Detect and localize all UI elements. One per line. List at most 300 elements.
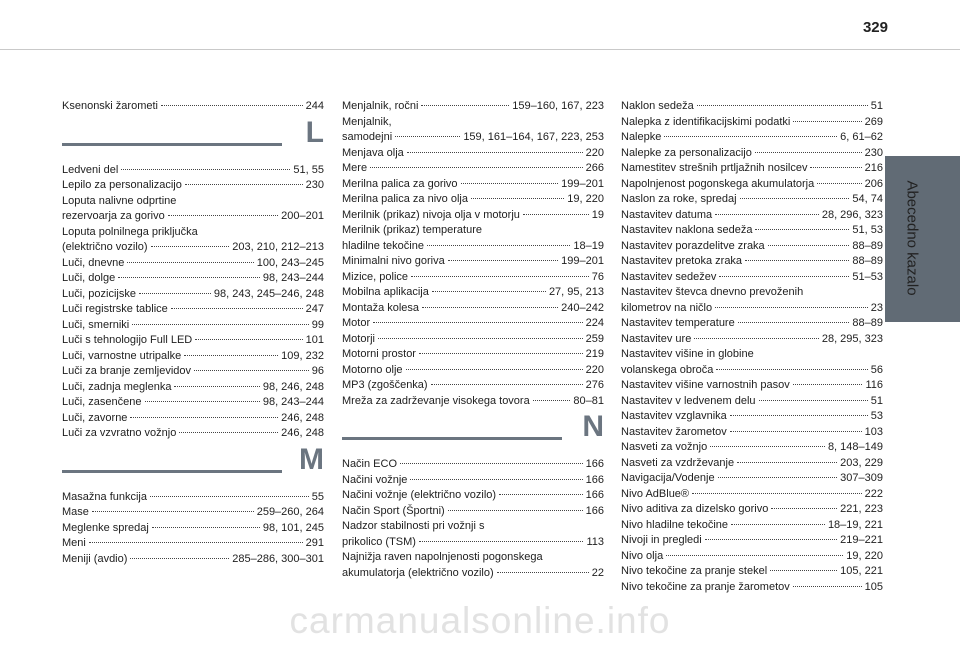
index-entry [62, 302, 324, 318]
index-entry-pages: 54, 74 [852, 193, 883, 205]
index-entry-term: Nastavitev vzglavnika [621, 410, 727, 422]
index-entry [62, 349, 324, 365]
index-entry-pages: 19, 220 [846, 549, 883, 562]
index-entry-term: Minimalni nivo goriva [342, 255, 445, 267]
index-entry [621, 332, 883, 348]
index-entry-pages: 98, 243–244 [262, 396, 324, 408]
index-entry-pages: 19, 220 [567, 193, 604, 205]
index-entry [621, 440, 883, 456]
index-entry-term: Mobilna aplikacija [342, 286, 429, 298]
dot-leader [499, 494, 583, 495]
dot-leader [461, 183, 559, 184]
index-entry-term: Luči, dnevne [62, 256, 125, 269]
index-entry-pages: 98, 243–244 [262, 272, 324, 284]
index-entry [342, 535, 604, 551]
dot-leader [421, 105, 509, 106]
index-entry-pages: 105, 221 [840, 565, 883, 577]
index-entry-pages: 19 [591, 208, 604, 221]
index-entry-pages: 27, 95, 213 [548, 286, 604, 298]
dot-leader [127, 262, 253, 263]
dot-leader [759, 400, 868, 401]
index-entry-term: Nastavitev ure [621, 332, 692, 345]
index-entry [342, 347, 604, 363]
index-entry [621, 146, 883, 162]
index-entry-term: Nastavitev naklona sedeža [621, 224, 753, 236]
dot-leader [406, 369, 583, 370]
letter-heading-letter: M [299, 442, 324, 476]
dot-leader [497, 572, 589, 573]
index-entry-term: Lepilo za personalizacijo [62, 179, 182, 191]
dot-leader [810, 167, 861, 168]
index-entry [621, 394, 883, 410]
dot-leader [161, 105, 303, 106]
index-entry [621, 409, 883, 425]
index-entry-pages: 55 [311, 490, 324, 503]
index-entry-term: Luči s tehnologijo Full LED [62, 334, 193, 346]
index-entry-text: Menjalnik, [342, 115, 392, 128]
index-entry-term: Nastavitev porazdelitve zraka [621, 239, 765, 252]
dot-leader [395, 136, 460, 137]
index-entry-pages: 166 [585, 504, 604, 517]
index-entry-pages: 98, 246, 248 [262, 380, 324, 393]
index-entry-term: Nivo olja [621, 549, 664, 562]
dot-leader [195, 339, 302, 340]
index-entry-pages: 51, 55 [293, 163, 324, 176]
index-entry-pages: 8, 148–149 [827, 441, 883, 453]
index-entry-term: Nalepka z identifikacijskimi podatki [621, 115, 791, 128]
index-entry [621, 378, 883, 394]
index-entry [342, 99, 604, 115]
index-entry-term: Nivoji in pregledi [621, 534, 702, 546]
index-entry [621, 301, 883, 317]
index-entry-term: Masažna funkcija [62, 490, 147, 503]
dot-leader [718, 477, 838, 478]
dot-leader [171, 308, 303, 309]
index-entry-term: Luči, varnostne utripalke [62, 349, 182, 362]
index-entry-pages: 99 [311, 318, 324, 331]
index-entry-pages: 159, 161–164, 167, 223, 253 [463, 131, 604, 143]
dot-leader [378, 338, 583, 339]
dot-leader [422, 307, 558, 308]
index-entry [62, 271, 324, 287]
index-entry-text: Nastavitev števca dnevno prevoženih [621, 286, 804, 298]
dot-leader [130, 417, 278, 418]
dot-leader [448, 260, 558, 261]
index-entry-term: rezervoarja za gorivo [62, 210, 165, 222]
dot-leader [755, 229, 849, 230]
dot-leader [145, 401, 260, 402]
dot-leader [179, 432, 278, 433]
index-entry [62, 521, 324, 537]
index-entry-term: Nastavitev višine varnostnih pasov [621, 379, 790, 391]
index-entry-term: Nivo aditiva za dizelsko gorivo [621, 503, 769, 515]
dot-leader [730, 431, 862, 432]
watermark: carmanualsonline.info [289, 600, 671, 641]
index-entry-term: Montaža kolesa [342, 301, 420, 314]
index-entry-pages: 28, 295, 323 [821, 332, 883, 345]
index-entry-term: Nalepke za personalizacijo [621, 146, 752, 159]
index-entry-term: Motorno olje [342, 363, 403, 376]
index-entry-pages: 100, 243–245 [256, 256, 324, 269]
index-entry-pages: 199–201 [561, 177, 604, 190]
dot-leader [817, 183, 861, 184]
index-entry-pages: 53 [870, 410, 883, 422]
dot-leader [92, 511, 254, 512]
index-entry-term: Luči za vzvratno vožnjo [62, 427, 177, 439]
index-entry [621, 254, 883, 270]
index-entry-term: Merilnik (prikaz) nivoja olja v motorju [342, 208, 520, 221]
index-entry-pages: 166 [585, 458, 604, 470]
index-entry [62, 380, 324, 396]
index-entry-pages: 246, 248 [281, 411, 324, 424]
index-entry [62, 411, 324, 427]
index-entry [342, 146, 604, 162]
index-entry-pages: 28, 296, 323 [821, 208, 883, 221]
index-entry-pages: 216 [864, 162, 883, 174]
dot-leader [719, 276, 849, 277]
index-entry-term: Napolnjenost pogonskega akumulatorja [621, 177, 815, 190]
index-entry-pages: 18–19 [573, 239, 604, 252]
dot-leader [664, 136, 837, 137]
dot-leader [666, 555, 843, 556]
index-entry-term: Nastavitev sedežev [621, 270, 717, 283]
index-column-1 [62, 99, 324, 567]
index-entry-term: kilometrov na ničlo [621, 301, 713, 314]
dot-leader [121, 169, 290, 170]
letter-heading-rule [342, 437, 562, 440]
index-entry-term: Nalepke [621, 131, 662, 143]
dot-leader [152, 527, 260, 528]
index-entry-text: Loputa nalivne odprtine [62, 194, 177, 207]
letter-heading-letter: L [305, 115, 324, 149]
index-entry-pages: 222 [864, 487, 883, 500]
dot-leader [184, 355, 278, 356]
index-entry-term: Navigacija/Vodenje [621, 472, 715, 484]
index-entry-term: Namestitev strešnih prtljažnih nosilcev [621, 162, 808, 174]
index-entry [62, 364, 324, 380]
dot-leader [715, 214, 819, 215]
index-entry [621, 316, 883, 332]
index-entry-pages: 269 [864, 115, 883, 128]
index-entry-pages: 259–260, 264 [256, 506, 324, 518]
index-entry [621, 533, 883, 549]
dot-leader [793, 121, 861, 122]
letter-heading-m [62, 442, 324, 490]
index-entry [621, 456, 883, 472]
dot-leader [168, 215, 278, 216]
index-entry-term: Naklon sedeža [621, 100, 694, 112]
index-entry-pages: 246, 248 [281, 427, 324, 439]
index-entry-term: Mase [62, 506, 89, 518]
index-entry-pages: 18–19, 221 [827, 518, 883, 531]
index-entry [62, 256, 324, 272]
index-entry-pages: 220 [585, 146, 604, 159]
dot-leader [410, 479, 582, 480]
index-entry-term: Motorji [342, 332, 376, 345]
dot-leader [716, 369, 867, 370]
dot-leader [194, 370, 309, 371]
dot-leader [132, 324, 309, 325]
index-entry-pages: 240–242 [561, 301, 604, 314]
section-tab [885, 156, 960, 322]
index-entry-pages: 244 [305, 100, 324, 112]
index-entry [342, 332, 604, 348]
index-entry [342, 504, 604, 520]
index-entry-pages: 159–160, 167, 223 [512, 100, 604, 112]
index-entry-pages: 230 [864, 146, 883, 159]
index-entry-text: Nadzor stabilnosti pri vožnji s [342, 520, 485, 532]
letter-heading-rule [62, 470, 282, 473]
index-entry-term: hladilne tekočine [342, 239, 424, 252]
letter-heading-letter: N [582, 410, 604, 443]
index-entry [342, 130, 604, 146]
index-entry-pages: 96 [311, 365, 324, 377]
index-entry-pages: 199–201 [561, 255, 604, 267]
index-entry-pages: 221, 223 [840, 503, 883, 515]
letter-heading-n [342, 409, 604, 457]
index-entry [62, 287, 324, 303]
index-entry-pages: 224 [585, 317, 604, 329]
index-entry [342, 378, 604, 394]
index-entry [621, 564, 883, 580]
index-entry-pages: 220 [585, 363, 604, 376]
index-entry [62, 395, 324, 411]
index-entry [342, 270, 604, 286]
dot-leader [130, 558, 229, 559]
dot-leader [710, 446, 825, 447]
index-entry [342, 254, 604, 270]
index-entry-pages: 105 [864, 580, 883, 593]
index-entry [621, 115, 883, 131]
index-entry-term: Nivo tekočine za pranje žarometov [621, 580, 790, 593]
index-entry-pages: 219–221 [840, 534, 883, 546]
dot-leader [411, 276, 589, 277]
index-entry-text: Najnižja raven napolnjenosti pogonskega [342, 551, 543, 563]
dot-leader [533, 400, 571, 401]
index-entry-term: Luči, zadnja meglenka [62, 380, 172, 393]
index-entry [621, 239, 883, 255]
index-entry [62, 490, 324, 506]
index-entry [621, 192, 883, 208]
dot-leader [174, 386, 259, 387]
index-entry-pages: 219 [585, 348, 604, 360]
index-entry-term: Način Sport (Športni) [342, 504, 445, 517]
index-entry-term: Nivo tekočine za pranje stekel [621, 565, 768, 577]
dot-leader [432, 291, 546, 292]
dot-leader [373, 322, 583, 323]
index-entry-term: Načini vožnje [342, 473, 408, 486]
dot-leader [737, 462, 837, 463]
index-entry [62, 536, 324, 552]
index-entry-pages: 291 [305, 537, 324, 549]
dot-leader [448, 510, 583, 511]
index-entry-pages: 51, 53 [852, 224, 883, 236]
index-entry [621, 502, 883, 518]
letter-heading-rule [62, 143, 282, 146]
index-entry-term: Menjalnik, ročni [342, 100, 419, 112]
index-entry-pages: 88–89 [852, 317, 883, 329]
index-entry-term: Nastavitev v ledvenem delu [621, 394, 756, 407]
index-entry-term: Mere [342, 162, 368, 174]
index-entry-pages: 51–53 [852, 270, 883, 283]
index-entry [342, 177, 604, 193]
index-entry [62, 163, 324, 179]
dot-leader [150, 496, 309, 497]
dot-leader [139, 293, 211, 294]
index-entry-term: Nasveti za vožnjo [621, 441, 708, 453]
index-entry [342, 161, 604, 177]
index-entry-pages: 23 [870, 301, 883, 314]
index-entry-term: Meni [62, 537, 86, 549]
index-entry [342, 394, 604, 410]
dot-leader [730, 415, 868, 416]
page-number: 329 [862, 19, 888, 36]
index-entry [342, 363, 604, 379]
index-entry-pages: 285–286, 300–301 [232, 552, 324, 565]
index-column-3 [621, 99, 883, 595]
index-entry [342, 239, 604, 255]
index-entry [621, 487, 883, 503]
index-entry [621, 99, 883, 115]
index-entry-text: Merilnik (prikaz) temperature [342, 224, 482, 236]
index-entry-term: Merilna palica za nivo olja [342, 193, 468, 205]
index-entry-term: Meglenke spredaj [62, 521, 149, 534]
index-entry [621, 363, 883, 379]
index-entry-pages: 6, 61–62 [840, 131, 883, 143]
index-entry-term: Nivo hladilne tekočine [621, 518, 729, 531]
index-entry-pages: 116 [865, 379, 883, 391]
index-entry-pages: 103 [864, 425, 883, 438]
index-entry-pages: 166 [585, 489, 604, 501]
index-entry-pages: 76 [591, 270, 604, 283]
index-entry-term: Luči, zasenčene [62, 396, 142, 408]
index-entry-term: Motor [342, 317, 371, 329]
index-entry-term: Nastavitev datuma [621, 208, 713, 221]
index-entry [621, 270, 883, 286]
dot-leader [407, 152, 583, 153]
index-entry [62, 505, 324, 521]
index-entry [342, 208, 604, 224]
index-entry-term: Ledveni del [62, 163, 119, 176]
dot-leader [694, 338, 819, 339]
index-entry-pages: 109, 232 [281, 349, 324, 362]
index-entry-pages: 98, 243, 245–246, 248 [213, 287, 324, 300]
index-entry [621, 130, 883, 146]
index-entry [342, 488, 604, 504]
index-entry-term: Motorni prostor [342, 348, 416, 360]
index-entry-pages: 56 [870, 363, 883, 376]
index-entry-term: prikolico (TSM) [342, 535, 416, 548]
dot-leader [419, 541, 584, 542]
index-entry-term: samodejni [342, 131, 393, 143]
index-entry [621, 518, 883, 534]
dot-leader [731, 524, 825, 525]
index-entry-pages: 166 [585, 473, 604, 486]
index-entry-pages: 276 [585, 379, 604, 391]
dot-leader [431, 384, 583, 385]
index-entry [342, 285, 604, 301]
index-entry [342, 566, 604, 582]
index-entry-pages: 51 [870, 100, 883, 112]
index-entry [621, 161, 883, 177]
index-entry-term: Luči, pozicijske [62, 287, 136, 300]
index-entry-pages: 22 [591, 566, 604, 579]
index-entry [621, 549, 883, 565]
index-entry [342, 192, 604, 208]
index-entry [342, 301, 604, 317]
index-entry-term: Mreža za zadrževanje visokega tovora [342, 394, 530, 407]
index-entry [621, 471, 883, 487]
index-entry-pages: 80–81 [573, 394, 604, 407]
index-entry [62, 318, 324, 334]
index-entry-pages: 307–309 [840, 472, 883, 484]
index-entry-pages: 88–89 [852, 239, 883, 252]
index-entry-pages: 259 [585, 332, 604, 345]
index-entry-term: Merilna palica za gorivo [342, 177, 458, 190]
index-entry [621, 208, 883, 224]
index-entry-term: Luči, zavorne [62, 411, 128, 424]
index-entry [62, 333, 324, 349]
index-entry-term: Luči, smerniki [62, 318, 130, 331]
index-entry-term: Nasveti za vzdrževanje [621, 456, 735, 469]
index-entry-term: Luči, dolge [62, 272, 116, 284]
dot-leader [738, 322, 850, 323]
index-entry-pages: 88–89 [852, 255, 883, 267]
dot-leader [419, 353, 583, 354]
dot-leader [740, 198, 850, 199]
dot-leader [370, 167, 583, 168]
index-column-2 [342, 99, 604, 581]
index-entry-pages: 101 [305, 334, 324, 346]
index-entry-pages: 200–201 [281, 210, 324, 222]
dot-leader [768, 245, 850, 246]
index-entry [62, 99, 324, 115]
index-entry-term: Naslon za roke, spredaj [621, 193, 737, 205]
dot-leader [793, 384, 863, 385]
index-entry-term: Menjava olja [342, 146, 404, 159]
index-entry [342, 457, 604, 473]
dot-leader [705, 539, 837, 540]
index-entry [342, 316, 604, 332]
index-entry-pages: 113 [586, 535, 604, 548]
index-entry [621, 177, 883, 193]
dot-leader [400, 463, 583, 464]
dot-leader [471, 198, 564, 199]
index-entry-term: volanskega obroča [621, 363, 714, 376]
dot-leader [755, 152, 862, 153]
index-entry-term: Meniji (avdio) [62, 552, 128, 565]
index-entry [62, 426, 324, 442]
index-entry-term: Nivo AdBlue® [621, 487, 690, 500]
index-entry-term: Načini vožnje (električno vozilo) [342, 489, 497, 501]
index-entry-term: MP3 (zgoščenka) [342, 379, 428, 391]
index-entry-term: Nastavitev pretoka zraka [621, 255, 743, 267]
letter-heading-l [62, 115, 324, 163]
dot-leader [692, 493, 862, 494]
index-entry-pages: 266 [585, 162, 604, 174]
index-entry [62, 552, 324, 568]
dot-leader [770, 570, 837, 571]
index-entry-pages: 206 [864, 177, 883, 190]
dot-leader [185, 184, 303, 185]
index-entry-term: Nastavitev temperature [621, 317, 735, 329]
dot-leader [427, 245, 570, 246]
dot-leader [89, 542, 303, 543]
section-tab-label: Abecedno kazalo [903, 180, 921, 296]
header-rule [0, 49, 960, 50]
dot-leader [151, 246, 230, 247]
index-entry-pages: 247 [305, 303, 324, 315]
